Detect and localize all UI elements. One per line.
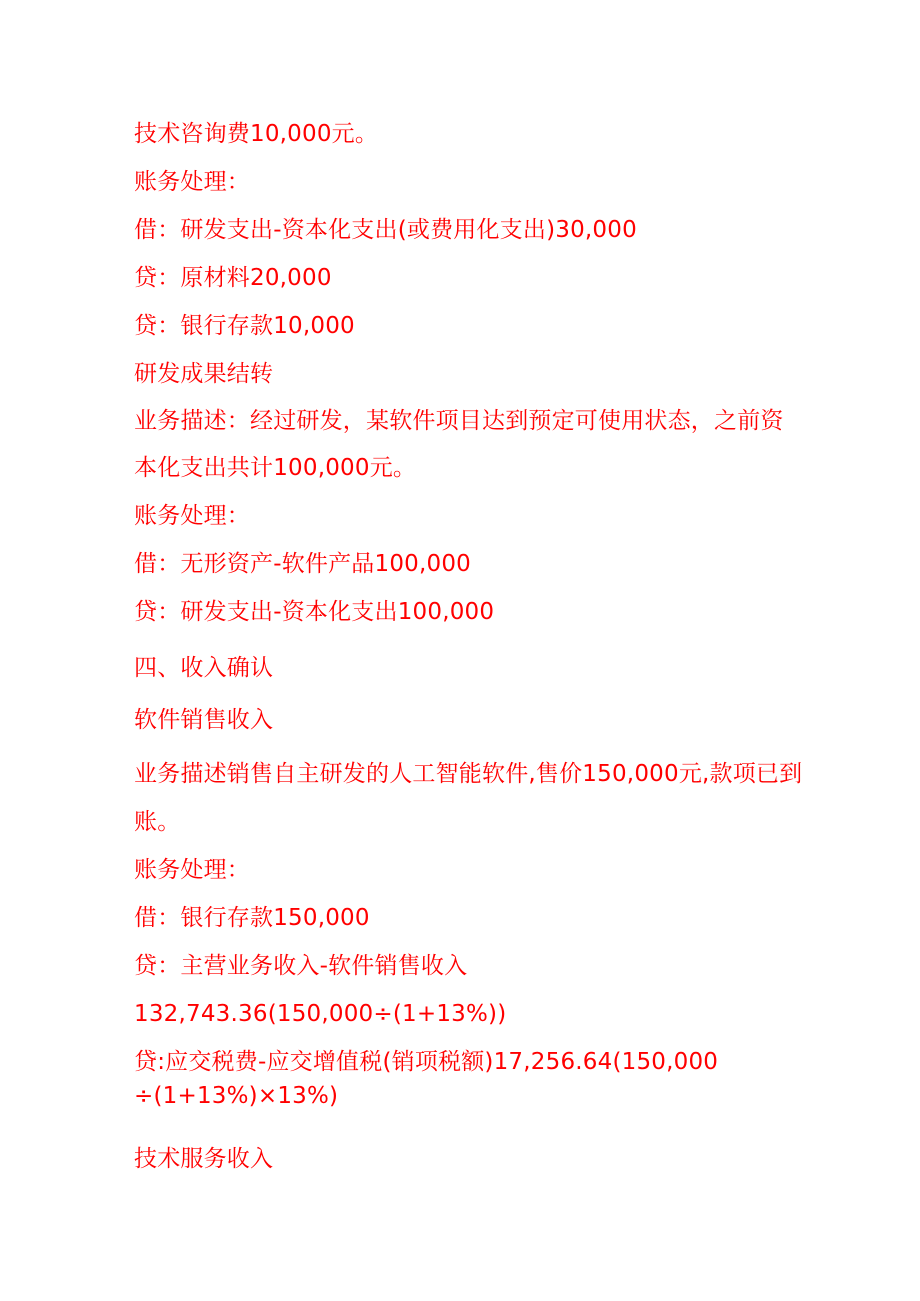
text-line: 贷：原材料20,000 — [134, 265, 332, 291]
text-line: ÷(1+13%)×13%) — [134, 1083, 339, 1109]
text-line: 本化支出共计100,000元。 — [134, 455, 417, 481]
text-line: 贷:应交税费-应交增值税(销项税额)17,256.64(150,000 — [134, 1049, 719, 1075]
text-line: 借：无形资产-软件产品100,000 — [134, 551, 472, 577]
section-heading: 四、收入确认 — [134, 655, 274, 681]
text-line: 技术咨询费10,000元。 — [134, 121, 379, 147]
text-line: 132,743.36(150,000÷(1+13%)) — [134, 1001, 507, 1027]
text-line: 业务描述销售自主研发的人工智能软件,售价150,000元,款项已到 — [134, 761, 803, 787]
text-line: 贷：研发支出-资本化支出100,000 — [134, 599, 495, 625]
text-line: 借：研发支出-资本化支出(或费用化支出)30,000 — [134, 217, 637, 243]
text-line: 借：银行存款150,000 — [134, 905, 370, 931]
text-line: 账务处理： — [134, 857, 250, 883]
text-line: 贷：主营业务收入-软件销售收入 — [134, 953, 468, 979]
text-line: 账务处理： — [134, 169, 250, 195]
section-heading: 软件销售收入 — [134, 707, 274, 733]
text-line: 贷：银行存款10,000 — [134, 313, 355, 339]
text-line: 账务处理： — [134, 503, 250, 529]
section-heading: 技术服务收入 — [134, 1146, 274, 1172]
text-line: 账。 — [134, 809, 181, 835]
text-line: 业务描述：经过研发，某软件项目达到预定可使用状态，之前资 — [134, 408, 784, 434]
section-heading: 研发成果结转 — [134, 361, 274, 387]
